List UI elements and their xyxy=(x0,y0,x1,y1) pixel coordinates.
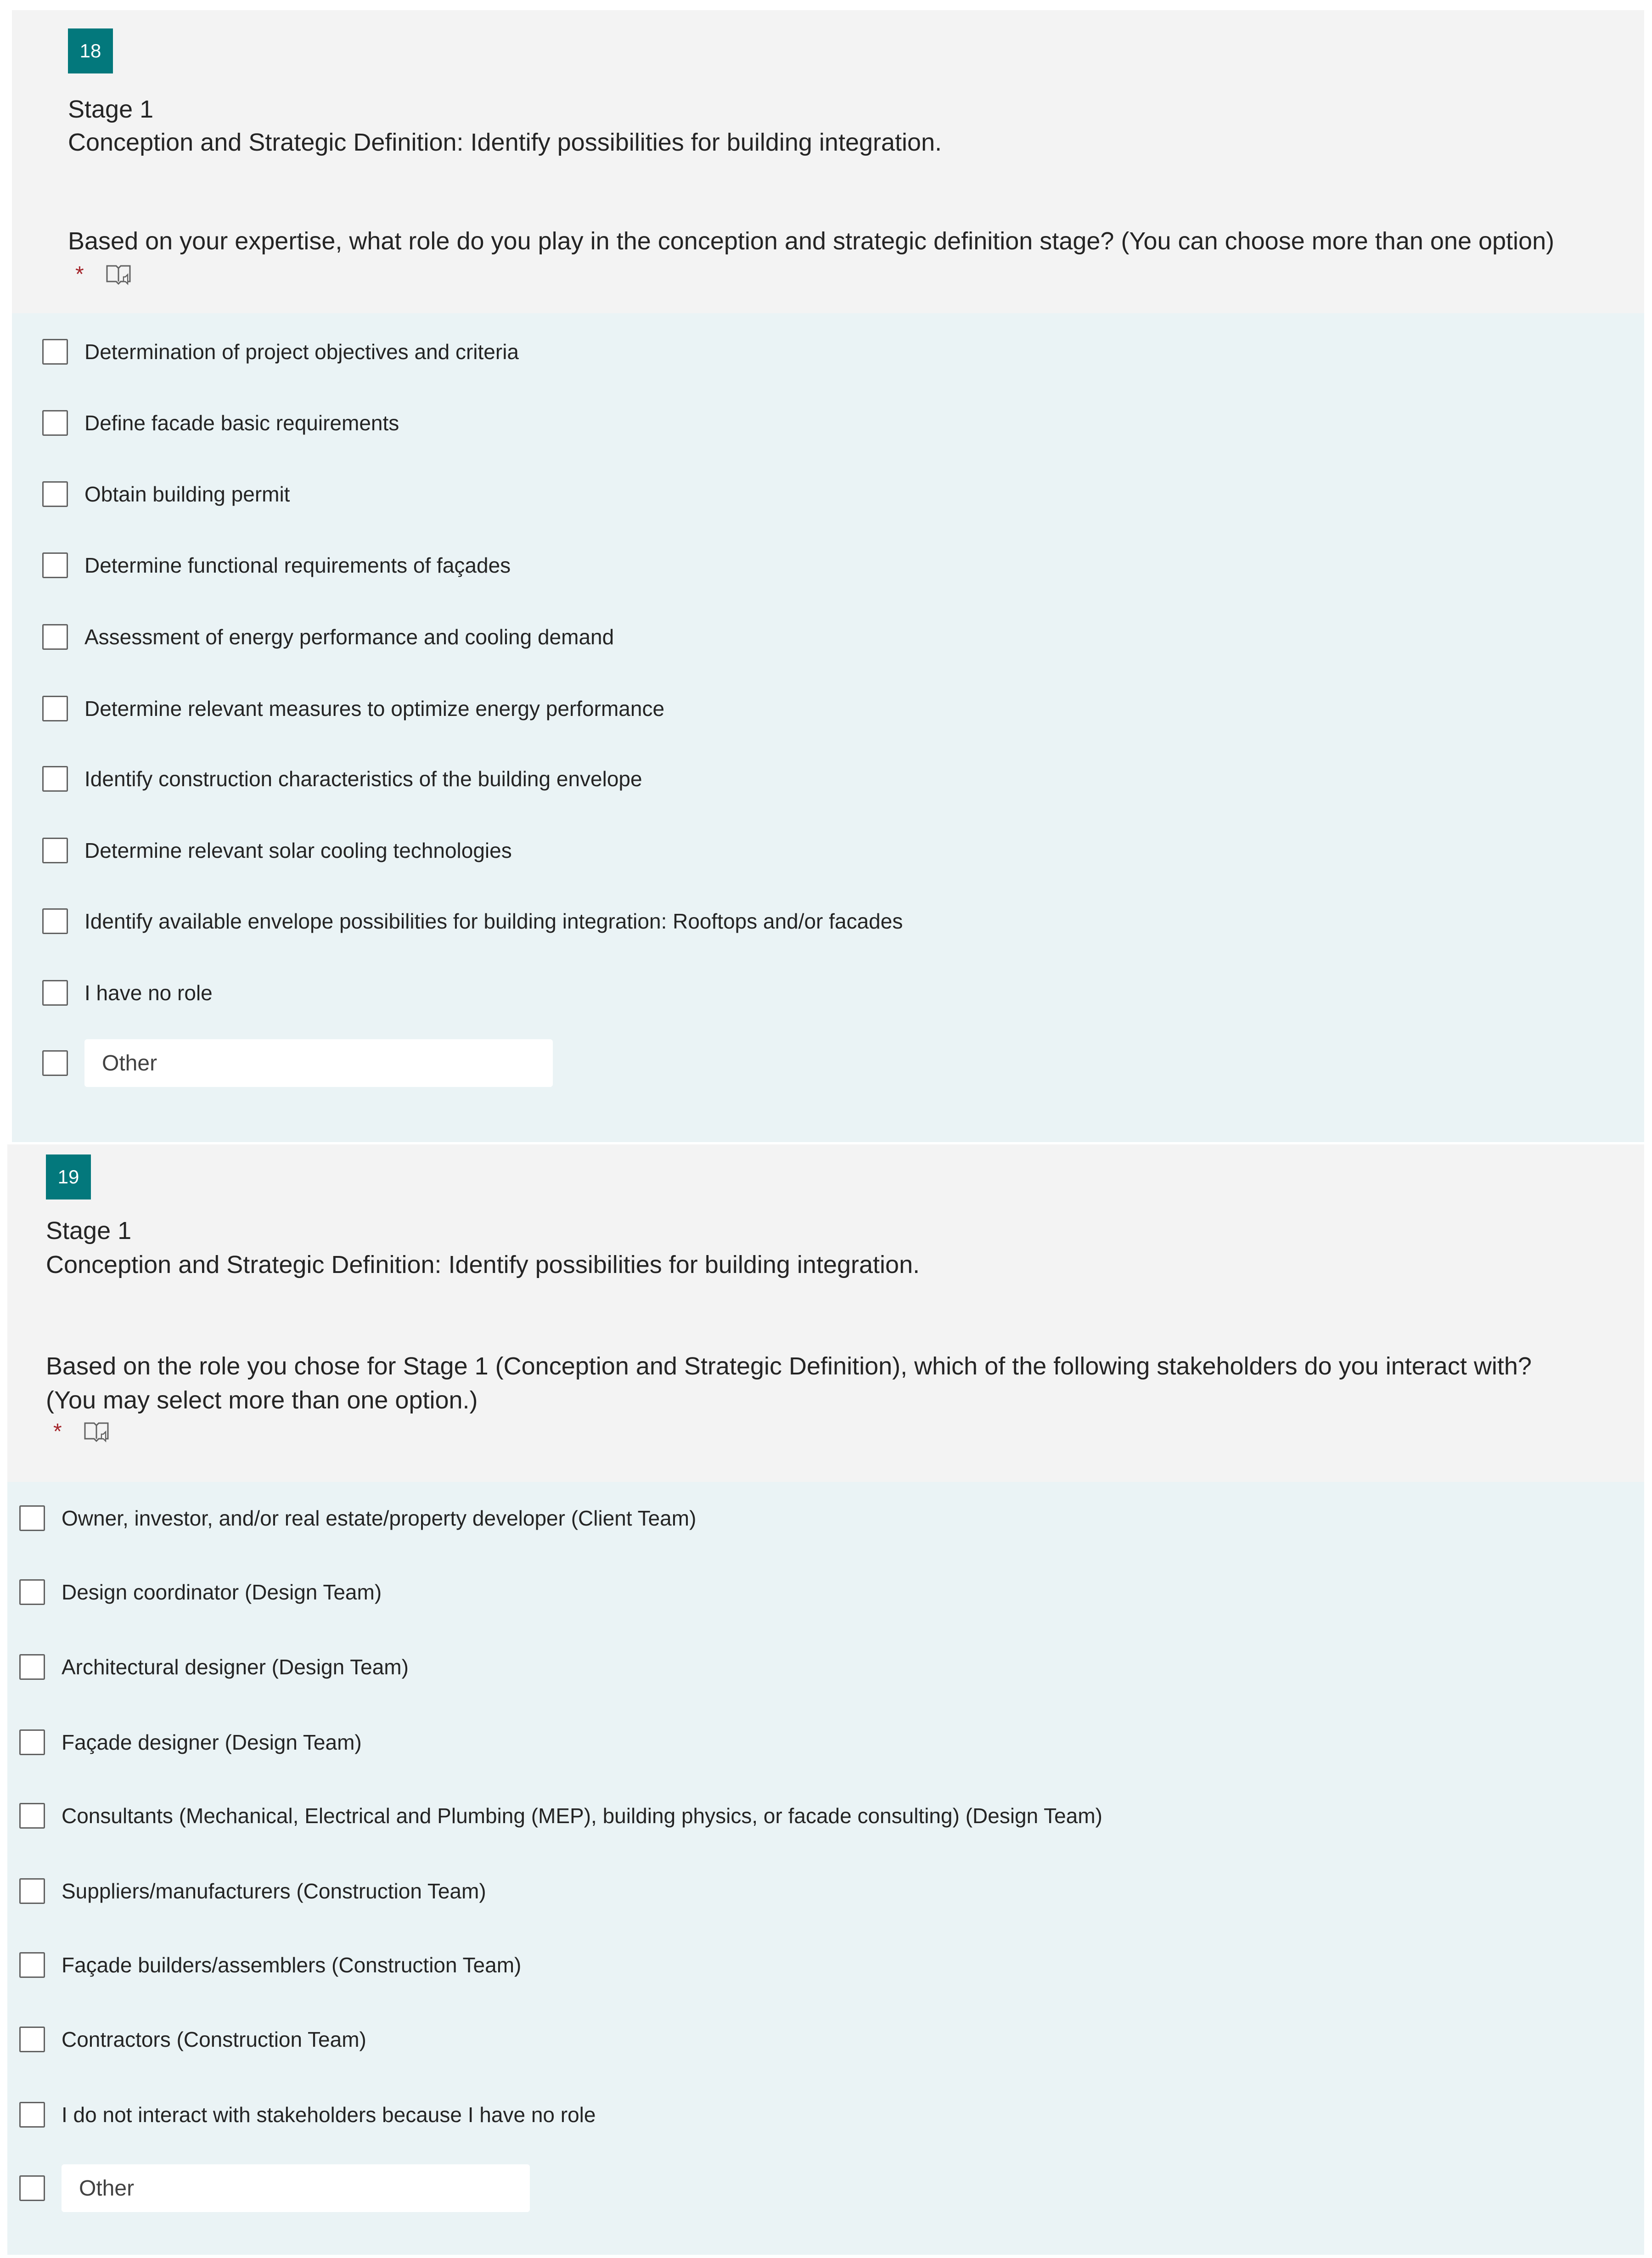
option-label: Define facade basic requirements xyxy=(84,411,399,435)
checkbox[interactable] xyxy=(42,766,68,792)
question-number-badge: 19 xyxy=(46,1154,91,1199)
option-construction-characteristics[interactable] xyxy=(42,760,642,797)
checkbox[interactable] xyxy=(42,908,68,934)
option-optimize-energy[interactable] xyxy=(42,690,664,727)
question-text-continued: (You may select more than one option.) xyxy=(46,1386,478,1414)
stage-title: Stage 1 xyxy=(68,96,154,123)
question-number-badge: 18 xyxy=(68,28,113,73)
option-label: Determine relevant solar cooling technologies xyxy=(84,839,512,862)
question-text: Based on the role you chose for Stage 1 (Conception and Strategic Definition), which of the following stakeholders do you interact with? xyxy=(46,1352,1532,1380)
option-label: Design coordinator (Design Team) xyxy=(62,1580,382,1604)
option-label: Determine functional requirements of façades xyxy=(84,553,511,577)
immersive-reader-icon[interactable] xyxy=(83,1420,110,1443)
required-asterisk: * xyxy=(53,1419,62,1444)
checkbox[interactable] xyxy=(42,838,68,863)
option-architectural-designer[interactable] xyxy=(19,1649,409,1685)
checkbox[interactable] xyxy=(19,1579,45,1605)
option-other[interactable] xyxy=(19,2170,530,2207)
option-facade-designer[interactable] xyxy=(19,1724,362,1761)
option-no-interaction[interactable] xyxy=(19,2096,596,2133)
stage-title: Stage 1 xyxy=(46,1217,132,1244)
question-18-card xyxy=(12,10,1644,1142)
checkbox[interactable] xyxy=(19,1952,45,1978)
checkbox[interactable] xyxy=(42,552,68,578)
question-meta-row xyxy=(75,262,132,287)
other-text-input[interactable] xyxy=(62,2164,530,2212)
question-18-header xyxy=(12,10,1644,313)
checkbox[interactable] xyxy=(42,1050,68,1076)
checkbox[interactable] xyxy=(42,410,68,436)
option-label: Owner, investor, and/or real estate/property developer (Client Team) xyxy=(62,1506,697,1530)
option-label: Architectural designer (Design Team) xyxy=(62,1655,409,1679)
option-energy-assessment[interactable] xyxy=(42,619,614,655)
option-design-coordinator[interactable] xyxy=(19,1574,382,1610)
option-label: Façade designer (Design Team) xyxy=(62,1730,362,1754)
option-label: Consultants (Mechanical, Electrical and Plumbing (MEP), building physics, or facade consulting) (Design Team) xyxy=(62,1804,1102,1828)
option-label: Determination of project objectives and criteria xyxy=(84,340,519,364)
checkbox[interactable] xyxy=(19,1729,45,1755)
option-label: Identify available envelope possibilities for building integration: Rooftops and/or facades xyxy=(84,909,903,933)
option-consultants[interactable] xyxy=(19,1797,1102,1834)
checkbox[interactable] xyxy=(19,1654,45,1680)
checkbox[interactable] xyxy=(19,1505,45,1531)
option-label: Assessment of energy performance and cooling demand xyxy=(84,625,614,649)
checkbox[interactable] xyxy=(19,2102,45,2128)
checkbox[interactable] xyxy=(19,2175,45,2201)
question-19-header xyxy=(7,1144,1644,1482)
checkbox[interactable] xyxy=(19,1878,45,1904)
checkbox[interactable] xyxy=(19,1803,45,1829)
required-asterisk: * xyxy=(75,262,84,287)
option-other[interactable] xyxy=(42,1045,553,1081)
checkbox[interactable] xyxy=(19,2027,45,2052)
checkbox[interactable] xyxy=(42,624,68,650)
stage-subtitle: Conception and Strategic Definition: Identify possibilities for building integration. xyxy=(68,129,942,156)
option-no-role[interactable] xyxy=(42,974,213,1011)
option-label: I have no role xyxy=(84,981,213,1005)
option-facade-builders[interactable] xyxy=(19,1947,521,1983)
option-label: Identify construction characteristics of the building envelope xyxy=(84,767,642,791)
option-contractors[interactable] xyxy=(19,2021,366,2058)
checkbox[interactable] xyxy=(42,339,68,365)
option-solar-cooling[interactable] xyxy=(42,832,512,869)
question-meta-row xyxy=(53,1419,110,1444)
option-label: I do not interact with stakeholders because I have no role xyxy=(62,2103,596,2127)
option-building-permit[interactable] xyxy=(42,476,290,512)
option-client-team[interactable] xyxy=(19,1500,696,1537)
checkbox[interactable] xyxy=(42,481,68,507)
question-text: Based on your expertise, what role do you play in the conception and strategic definition stage? (You can choose more than one option) xyxy=(68,227,1555,255)
option-facade-basic-requirements[interactable] xyxy=(42,405,399,441)
checkbox[interactable] xyxy=(42,696,68,721)
checkbox[interactable] xyxy=(42,980,68,1006)
option-functional-requirements[interactable] xyxy=(42,547,511,584)
option-label: Determine relevant measures to optimize energy performance xyxy=(84,697,665,721)
question-19-card xyxy=(7,1144,1644,2255)
option-suppliers[interactable] xyxy=(19,1873,486,1909)
option-envelope-possibilities[interactable] xyxy=(42,903,903,940)
immersive-reader-icon[interactable] xyxy=(105,263,132,286)
option-label: Façade builders/assemblers (Construction Team) xyxy=(62,1953,522,1977)
option-label: Obtain building permit xyxy=(84,482,290,506)
option-label: Contractors (Construction Team) xyxy=(62,2027,366,2051)
option-determination-objectives[interactable] xyxy=(42,333,519,370)
option-label: Suppliers/manufacturers (Construction Team) xyxy=(62,1879,486,1903)
stage-subtitle: Conception and Strategic Definition: Identify possibilities for building integration. xyxy=(46,1251,920,1278)
other-text-input[interactable] xyxy=(84,1039,553,1087)
